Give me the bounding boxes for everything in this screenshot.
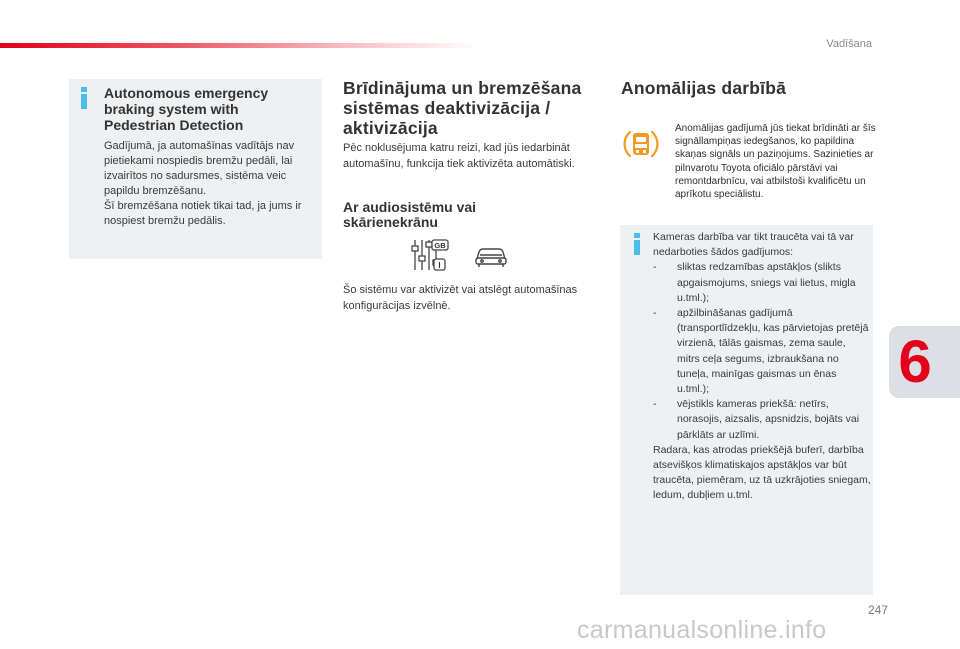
list-item: - apžilbināšanas gadījumā (transportlīdzekļu, kas pārvietojas pretējā virzienā, tālās gaismas, zema saule, mitrs ceļa segums, izbraukšana no tuneļa, mainīgas gaismas un ēnas u.tml.); [653,307,869,396]
malfunction-text: Anomālijas gadījumā jūs tiekat brīdināti ar šīs signāllampiņas iedegšanos, ko papildina skaņas signāls un paziņojums. Sazinieties ar pilnvarotu Toyota oficiālo pārstāvi vai remontdarbnīcu, vai atbilstoši kvalificētu un aprīkotu speciālistu. [675,123,876,201]
header-accent-bar [0,43,480,48]
list-item: - vējstikls kameras priekšā: netīrs, norasojis, aizsalis, apsnidzis, bojāts vai pārklāts ar uzlīmi. [653,398,860,441]
deactivation-heading: Brīdinājuma un bremzēšana sistēmas deaktivizācija / aktivizācija [343,78,582,138]
info-box-title: Autonomous emergency braking system with Pedestrian Detection [104,85,269,133]
settings-icon-badge: GB [434,241,446,250]
configuration-menu-text: Šo sistēmu var aktivizēt vai atslēgt automašīnas konfigurācijas izvēlnē. [343,284,578,312]
info-paragraph: Šī bremzēšana notiek tikai tad, ja jums ir nospiest bremžu pedālis. [104,200,302,227]
section-title: Vadīšana [826,38,872,50]
deactivation-intro: Pēc noklusējuma katru reizi, kad jūs iedarbināt automašīnu, funkcija tiek aktivizēta automātiski. [343,142,575,170]
chapter-tab [889,326,960,398]
audio-system-subheading: Ar audiosistēmu vai skārienekrānu [343,199,477,230]
watermark: carmanualsonline.info [577,616,827,644]
info-icon [633,233,641,255]
info-box-camera [620,225,873,595]
chapter-number: 6 [898,328,932,395]
camera-intro: Kameras darbība var tikt traucēta vai tā var nedarboties šādos gadījumos: [653,231,854,259]
info-box-body [104,139,316,229]
settings-icon-info: I [438,261,441,270]
list-item: - sliktas redzamības apstākļos (slikts apgaismojums, sniegs vai lietus, migla u.tml.); [653,261,856,304]
info-icon [80,87,88,109]
info-box-aebs [69,79,322,259]
malfunction-heading: Anomālijas darbībā [621,78,787,98]
info-paragraph: Gadījumā, ja automašīnas vadītājs nav pietiekami nospiedis bremžu pedāli, lai izvairītos no sadursmes, sistēma veic papildu bremzēšanu. [104,140,295,197]
radar-note: Radara, kas atrodas priekšējā buferī, darbība atsevišķos klimatiskajos apstākļos var būt traucēta, piemēram, uz tā uzkrājoties sniegam, ledum, dubļiem u.tml. [653,443,871,502]
car-icon [474,244,508,268]
page-number: 247 [867,603,888,617]
info-box-body [653,230,871,504]
collision-warning-icon [623,126,659,162]
